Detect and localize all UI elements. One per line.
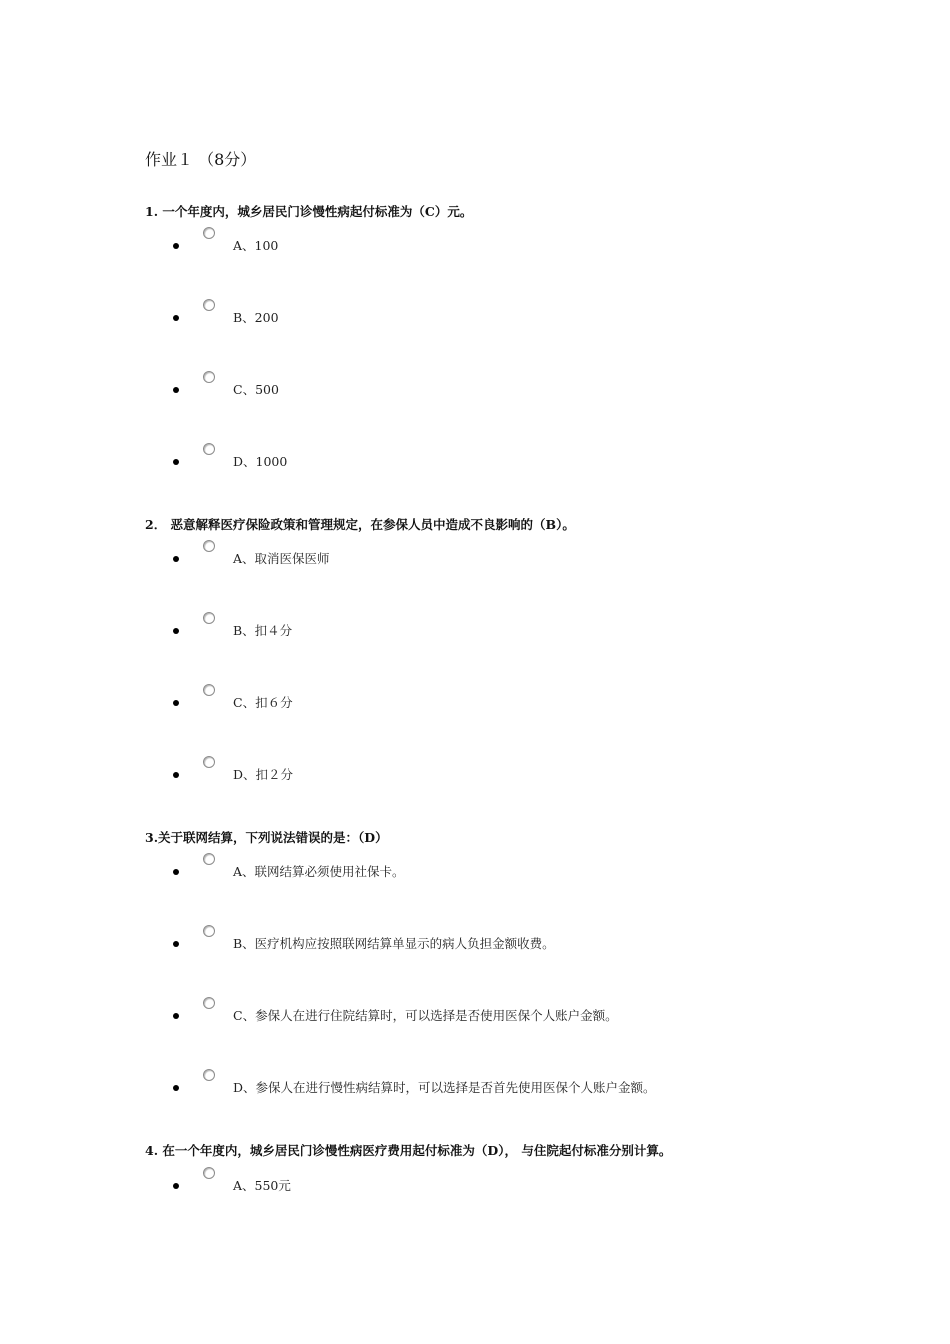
radio-button-icon[interactable] bbox=[203, 1167, 215, 1179]
question-2-text: 2． 恶意解释医疗保险政策和管理规定，在参保人员中造成不良影响的（B）。 bbox=[145, 517, 575, 532]
question-4-text: 4. 在一个年度内，城乡居民门诊慢性病医疗费用起付标准为（D）， 与住院起付标准分别计算。 bbox=[145, 1143, 672, 1158]
question-2-option-b[interactable] bbox=[0, 619, 950, 659]
bullet-icon bbox=[173, 700, 179, 706]
question-1-option-a[interactable] bbox=[0, 234, 950, 274]
option-label: B、医疗机构应按照联网结算单显示的病人负担金额收费。 bbox=[233, 936, 555, 951]
bullet-icon bbox=[173, 869, 179, 875]
radio-button-icon[interactable] bbox=[203, 997, 215, 1009]
question-2-option-a[interactable] bbox=[0, 547, 950, 587]
question-3-option-d[interactable] bbox=[0, 1076, 950, 1116]
option-label: D、扣２分 bbox=[233, 767, 294, 782]
bullet-icon bbox=[173, 387, 179, 393]
question-3-option-a[interactable] bbox=[0, 860, 950, 900]
page-title: 作业１ （8分） bbox=[145, 150, 257, 169]
bullet-icon bbox=[173, 1183, 179, 1189]
bullet-icon bbox=[173, 772, 179, 778]
radio-button-icon[interactable] bbox=[203, 684, 215, 696]
option-label: D、参保人在进行慢性病结算时，可以选择是否首先使用医保个人账户金额。 bbox=[233, 1080, 656, 1095]
radio-button-icon[interactable] bbox=[203, 925, 215, 937]
radio-button-icon[interactable] bbox=[203, 853, 215, 865]
option-label: A、100 bbox=[233, 238, 279, 253]
question-4-option-a[interactable] bbox=[0, 1174, 950, 1214]
radio-button-icon[interactable] bbox=[203, 756, 215, 768]
bullet-icon bbox=[173, 556, 179, 562]
bullet-icon bbox=[173, 628, 179, 634]
radio-button-icon[interactable] bbox=[203, 1069, 215, 1081]
option-label: A、550元 bbox=[233, 1178, 291, 1193]
option-label: B、200 bbox=[233, 310, 279, 325]
radio-button-icon[interactable] bbox=[203, 371, 215, 383]
option-label: C、500 bbox=[233, 382, 279, 397]
question-1-option-b[interactable] bbox=[0, 306, 950, 346]
radio-button-icon[interactable] bbox=[203, 612, 215, 624]
question-3-option-c[interactable] bbox=[0, 1004, 950, 1044]
option-label: C、扣６分 bbox=[233, 695, 293, 710]
radio-button-icon[interactable] bbox=[203, 540, 215, 552]
bullet-icon bbox=[173, 941, 179, 947]
question-1-option-c[interactable] bbox=[0, 378, 950, 418]
question-3-text: 3.关于联网结算，下列说法错误的是：（D） bbox=[145, 830, 388, 845]
bullet-icon bbox=[173, 1013, 179, 1019]
option-label: C、参保人在进行住院结算时，可以选择是否使用医保个人账户金额。 bbox=[233, 1008, 618, 1023]
option-label: B、扣４分 bbox=[233, 623, 293, 638]
bullet-icon bbox=[173, 243, 179, 249]
option-label: A、联网结算必须使用社保卡。 bbox=[233, 864, 405, 879]
bullet-icon bbox=[173, 1085, 179, 1091]
radio-button-icon[interactable] bbox=[203, 299, 215, 311]
question-1-option-d[interactable] bbox=[0, 450, 950, 490]
question-3-option-b[interactable] bbox=[0, 932, 950, 972]
question-1-text: 1. 一个年度内，城乡居民门诊慢性病起付标准为（C）元。 bbox=[145, 204, 473, 219]
radio-button-icon[interactable] bbox=[203, 443, 215, 455]
bullet-icon bbox=[173, 315, 179, 321]
option-label: A、取消医保医师 bbox=[233, 551, 330, 566]
option-label: D、1000 bbox=[233, 454, 288, 469]
radio-button-icon[interactable] bbox=[203, 227, 215, 239]
question-2-option-d[interactable] bbox=[0, 763, 950, 803]
bullet-icon bbox=[173, 459, 179, 465]
question-2-option-c[interactable] bbox=[0, 691, 950, 731]
